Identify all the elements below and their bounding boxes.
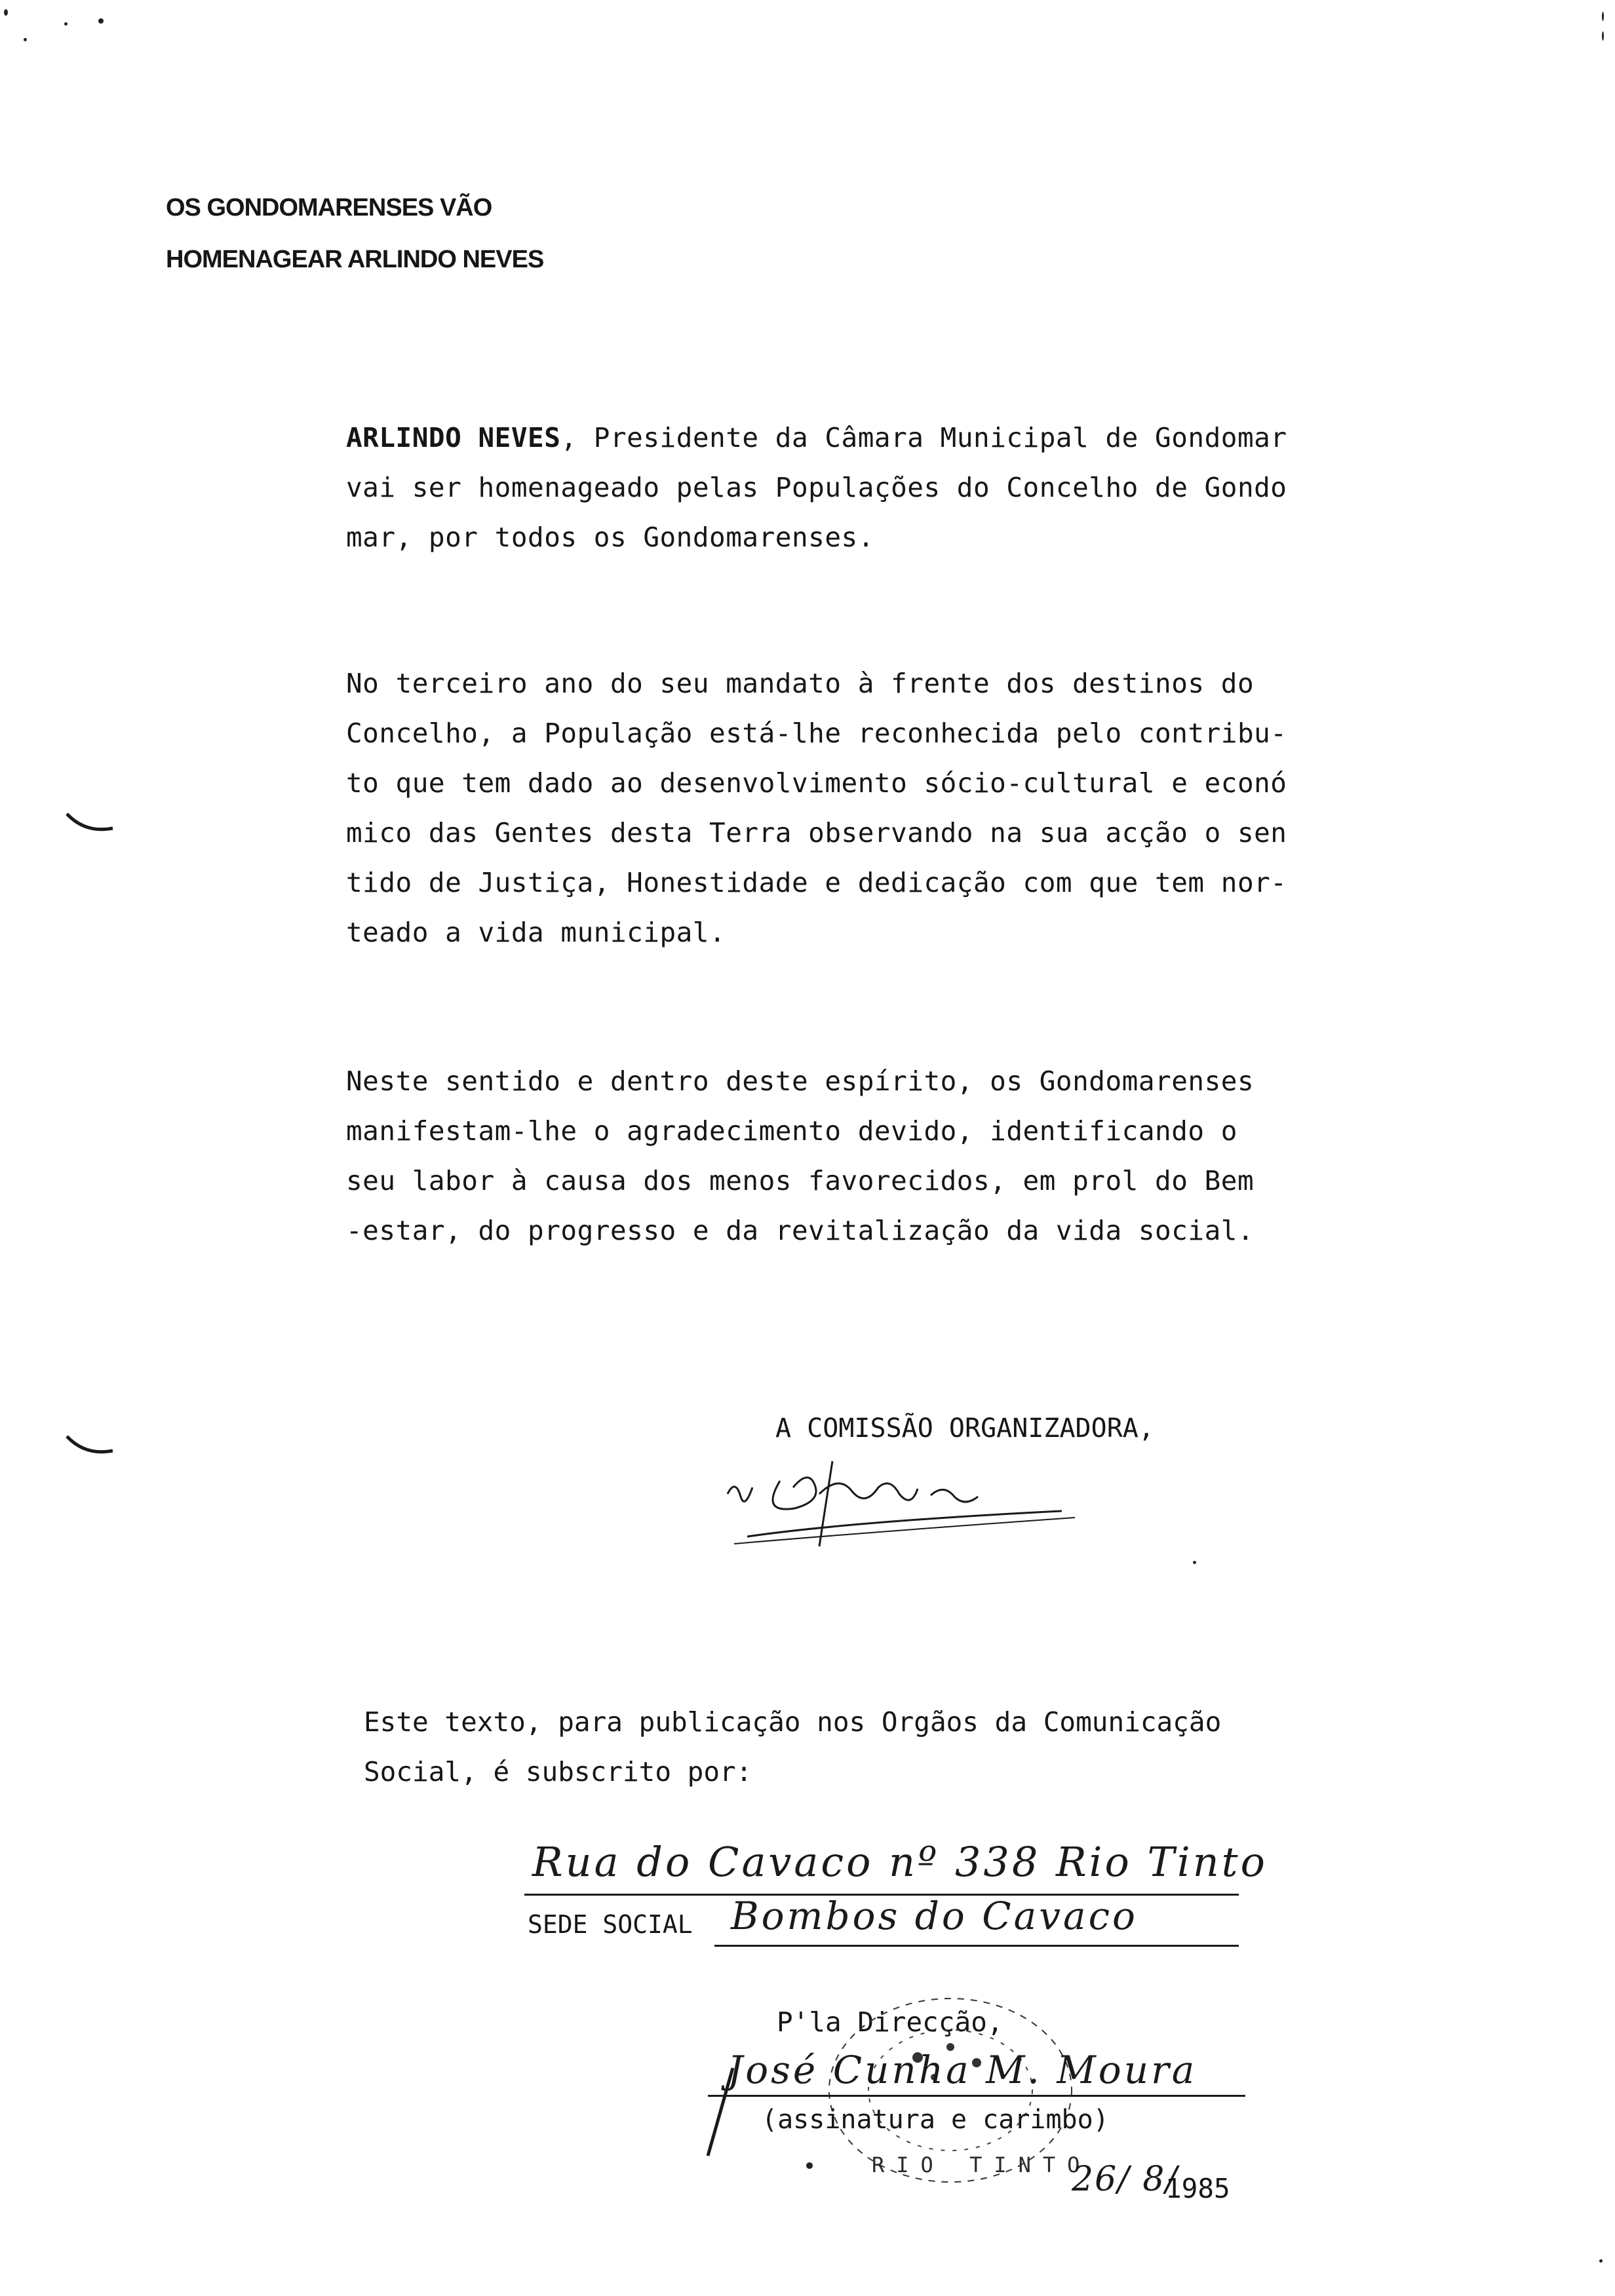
direction-label: P'la Direcção,	[777, 2006, 1003, 2038]
scan-speck	[4, 9, 8, 16]
paragraph-text: , Presidente da Câmara Municipal de Gondomar	[560, 422, 1287, 453]
date-year: 1985	[1165, 2173, 1230, 2204]
stamp-mark	[806, 2162, 813, 2169]
scan-speck	[1193, 1561, 1196, 1564]
handwritten-date: 26/ 8/	[1072, 2160, 1178, 2199]
paragraph-line: Neste sentido e dentro deste espírito, os Gondomarenses	[346, 1065, 1255, 1097]
paragraph-line: to que tem dado ao desenvolvimento sócio-cultural e econó	[346, 767, 1287, 799]
signature-underline	[708, 2095, 1245, 2097]
scan-speck	[64, 22, 68, 26]
handwritten-sede-value: Bombos do Cavaco	[731, 1894, 1138, 1938]
headline-line-2: HOMENAGEAR ARLINDO NEVES	[166, 246, 544, 273]
paragraph-line: mar, por todos os Gondomarenses.	[346, 522, 874, 553]
handwritten-address: Rua do Cavaco nº 338 Rio Tinto	[532, 1838, 1268, 1886]
sede-social-label: SEDE SOCIAL	[528, 1910, 693, 1939]
paragraph-line: -estar, do progresso e da revitalização da vida social.	[346, 1215, 1255, 1246]
publication-line-1: Este texto, para publicação nos Orgãos da Comunicação	[364, 1706, 1222, 1738]
paragraph-line: manifestam-lhe o agradecimento devido, identificando o	[346, 1115, 1237, 1147]
punch-mark	[66, 811, 118, 837]
committee-signature	[721, 1448, 1088, 1553]
signature-flourish	[701, 2064, 741, 2162]
scan-speck	[1599, 2259, 1603, 2263]
paragraph-line	[346, 422, 1287, 453]
handwritten-signature-name: José Cunha M. Moura	[728, 2048, 1197, 2092]
stamp-text: RIO TINTO	[872, 2152, 1092, 2177]
scan-speck	[1602, 12, 1604, 21]
publication-line-2: Social, é subscrito por:	[364, 1756, 752, 1788]
paragraph-line: vai ser homenageado pelas Populações do Concelho de Gondo	[346, 472, 1287, 503]
committee-label: A COMISSÃO ORGANIZADORA,	[775, 1413, 1154, 1444]
paragraph-line: tido de Justiça, Honestidade e dedicação com que tem nor-	[346, 867, 1287, 898]
honoree-name: ARLINDO NEVES	[346, 422, 561, 453]
punch-mark	[66, 1434, 118, 1460]
headline-line-1: OS GONDOMARENSES VÃO	[166, 194, 492, 221]
paragraph-line: No terceiro ano do seu mandato à frente dos destinos do	[346, 668, 1255, 699]
scan-speck	[98, 18, 104, 24]
paragraph-line: Concelho, a População está-lhe reconhecida pelo contribu-	[346, 718, 1287, 749]
paragraph-line: seu labor à causa dos menos favorecidos, em prol do Bem	[346, 1165, 1255, 1196]
signature-caption: (assinatura e carimbo)	[762, 2105, 1109, 2135]
sede-underline	[714, 1945, 1239, 1947]
paragraph-line: teado a vida municipal.	[346, 917, 726, 948]
scan-speck	[1602, 31, 1604, 41]
paragraph-line: mico das Gentes desta Terra observando na sua acção o sen	[346, 817, 1287, 849]
scan-speck	[24, 38, 27, 41]
